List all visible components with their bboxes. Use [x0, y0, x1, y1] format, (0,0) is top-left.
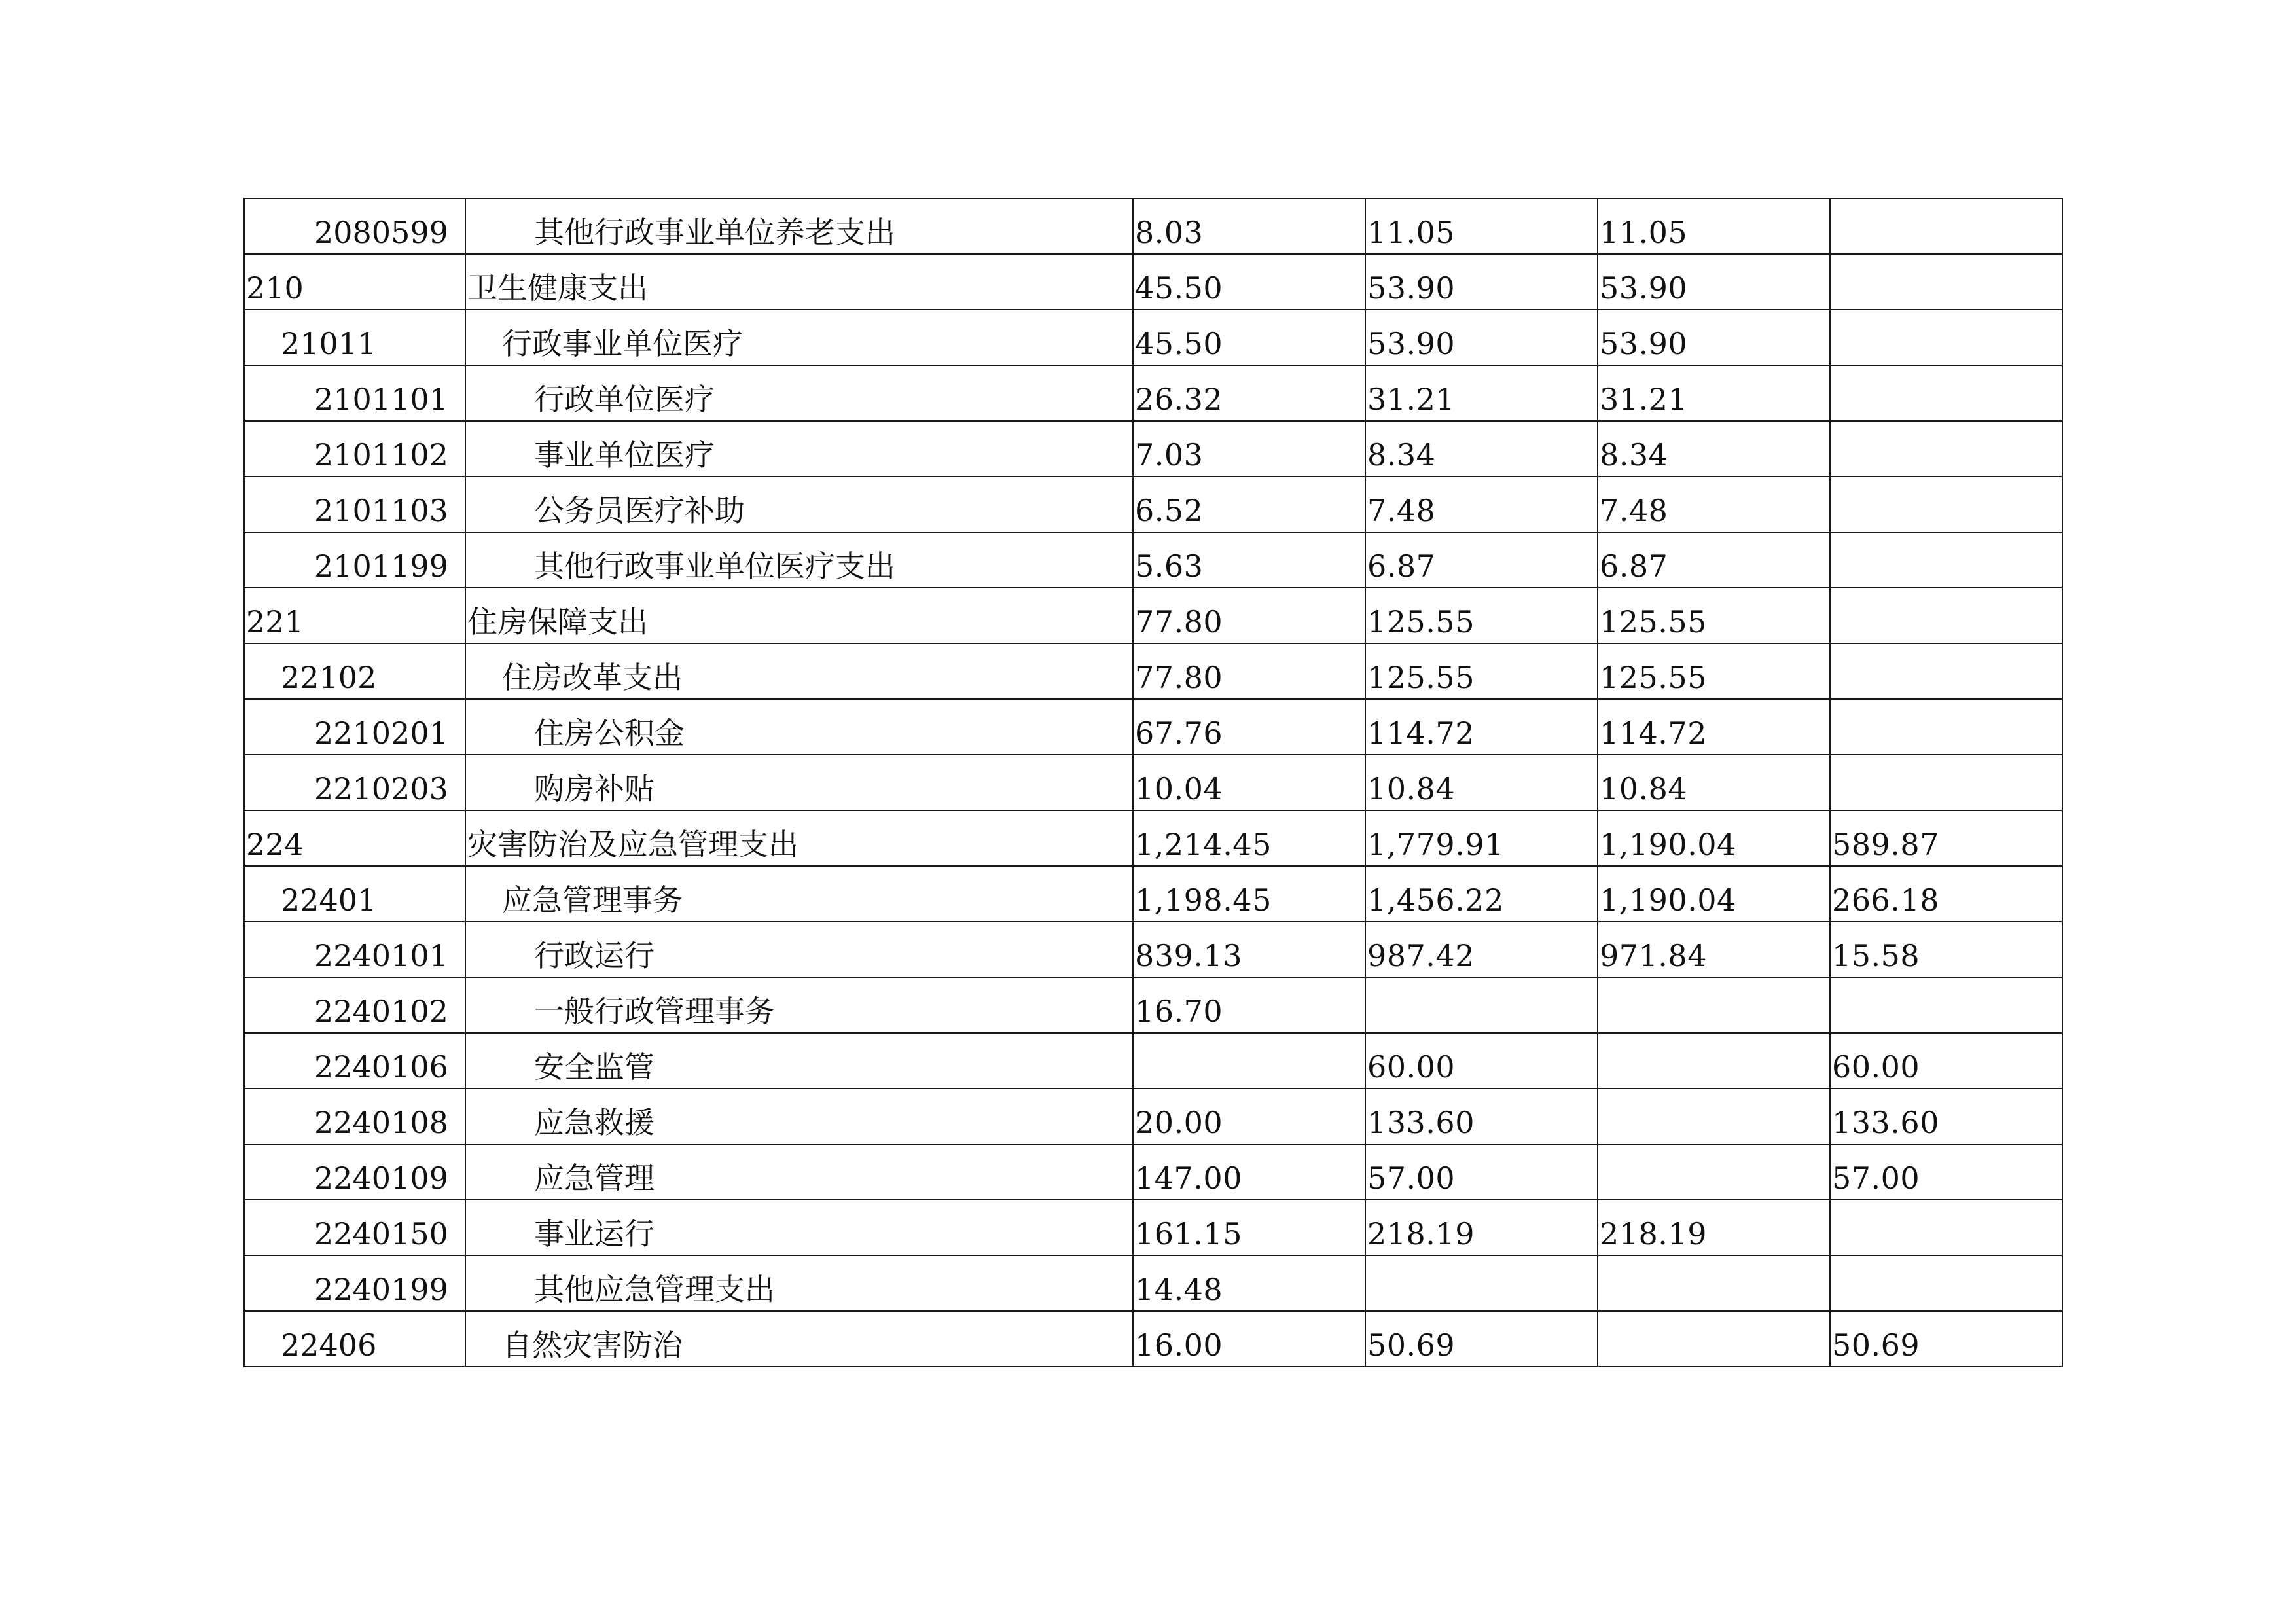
- amount-text-1: 6.52: [1135, 492, 1204, 528]
- account-name-text: 其他应急管理支出: [534, 1271, 775, 1307]
- amount-cell-2: [1365, 1311, 1598, 1367]
- table-row: [244, 310, 2062, 365]
- account-name-cell: [465, 755, 1133, 810]
- account-code-cell: [244, 1033, 465, 1089]
- amount-cell-1: [1133, 1311, 1365, 1367]
- table-row: [244, 254, 2062, 310]
- account-name-text: 住房保障支出: [467, 604, 648, 640]
- amount-text-3: [1598, 1055, 1829, 1067]
- account-name-cell: [465, 421, 1133, 477]
- amount-cell-4: [1830, 254, 2062, 310]
- table-row: [244, 643, 2062, 699]
- account-code-cell: [244, 977, 465, 1033]
- amount-text-2: 125.55: [1367, 659, 1475, 695]
- amount-text-4: 589.87: [1832, 826, 1939, 862]
- amount-cell-1: [1133, 699, 1365, 755]
- amount-text-1: 161.15: [1135, 1216, 1242, 1252]
- amount-cell-2: [1365, 922, 1598, 977]
- amount-text-4: [1831, 388, 2062, 399]
- amount-cell-3: [1598, 699, 1830, 755]
- account-code-cell: [244, 254, 465, 310]
- amount-text-4: [1831, 276, 2062, 288]
- amount-cell-3: [1598, 1089, 1830, 1144]
- amount-cell-2: [1365, 643, 1598, 699]
- amount-text-3: [1598, 1278, 1829, 1290]
- account-code-cell: [244, 588, 465, 643]
- account-name-cell: [465, 810, 1133, 866]
- account-name-text: 其他行政事业单位医疗支出: [534, 548, 895, 584]
- amount-text-3: 218.19: [1600, 1216, 1707, 1252]
- account-code-cell: [244, 1089, 465, 1144]
- amount-cell-1: [1133, 365, 1365, 421]
- budget-table: [243, 198, 2063, 1367]
- amount-text-3: 10.84: [1600, 770, 1688, 806]
- table-row: [244, 755, 2062, 810]
- table-row: [244, 1255, 2062, 1311]
- amount-cell-3: [1598, 254, 1830, 310]
- amount-text-1: [1134, 1055, 1365, 1067]
- amount-cell-2: [1365, 532, 1598, 588]
- amount-cell-2: [1365, 1144, 1598, 1200]
- account-name-cell: [465, 310, 1133, 365]
- account-code-cell: [244, 643, 465, 699]
- account-code-cell: [244, 421, 465, 477]
- account-name-text: 卫生健康支出: [467, 270, 648, 306]
- amount-cell-1: [1133, 254, 1365, 310]
- amount-text-1: 10.04: [1135, 770, 1223, 806]
- amount-cell-4: [1830, 755, 2062, 810]
- amount-cell-4: [1830, 588, 2062, 643]
- amount-cell-3: [1598, 922, 1830, 977]
- amount-cell-1: [1133, 477, 1365, 532]
- amount-cell-2: [1365, 866, 1598, 922]
- amount-cell-2: [1365, 699, 1598, 755]
- amount-text-1: 26.32: [1135, 381, 1223, 417]
- account-code-text: 2101199: [314, 548, 448, 584]
- amount-cell-3: [1598, 477, 1830, 532]
- amount-cell-3: [1598, 810, 1830, 866]
- amount-cell-4: [1830, 532, 2062, 588]
- amount-cell-3: [1598, 1033, 1830, 1089]
- amount-cell-1: [1133, 922, 1365, 977]
- amount-text-2: 11.05: [1367, 214, 1456, 250]
- amount-cell-1: [1133, 1089, 1365, 1144]
- amount-text-2: 7.48: [1367, 492, 1436, 528]
- account-code-text: 22401: [281, 882, 377, 918]
- amount-text-1: 839.13: [1135, 937, 1242, 973]
- amount-cell-4: [1830, 922, 2062, 977]
- amount-cell-2: [1365, 477, 1598, 532]
- amount-cell-1: [1133, 866, 1365, 922]
- amount-text-2: 31.21: [1367, 381, 1456, 417]
- account-name-cell: [465, 977, 1133, 1033]
- amount-cell-3: [1598, 866, 1830, 922]
- amount-text-4: [1831, 777, 2062, 789]
- account-code-cell: [244, 1200, 465, 1255]
- amount-cell-2: [1365, 977, 1598, 1033]
- amount-cell-4: [1830, 1200, 2062, 1255]
- table-row: [244, 1200, 2062, 1255]
- account-name-cell: [465, 1200, 1133, 1255]
- amount-cell-2: [1365, 1255, 1598, 1311]
- amount-cell-2: [1365, 1200, 1598, 1255]
- amount-text-3: 53.90: [1600, 270, 1688, 306]
- amount-cell-2: [1365, 421, 1598, 477]
- amount-text-4: 266.18: [1832, 882, 1939, 918]
- amount-text-3: [1598, 1111, 1829, 1123]
- amount-cell-4: [1830, 1144, 2062, 1200]
- amount-cell-1: [1133, 588, 1365, 643]
- table-row: [244, 477, 2062, 532]
- amount-text-3: 1,190.04: [1600, 826, 1736, 862]
- account-name-cell: [465, 254, 1133, 310]
- amount-text-1: 5.63: [1135, 548, 1204, 584]
- account-name-cell: [465, 1033, 1133, 1089]
- account-name-text: 应急管理: [534, 1160, 655, 1196]
- account-name-text: 购房补贴: [534, 770, 655, 806]
- amount-cell-3: [1598, 755, 1830, 810]
- amount-text-1: 14.48: [1135, 1271, 1223, 1307]
- account-code-cell: [244, 198, 465, 254]
- account-name-text: 公务员医疗补助: [534, 492, 745, 528]
- account-code-text: 2210203: [314, 770, 448, 806]
- amount-text-2: 57.00: [1367, 1160, 1456, 1196]
- table-row: [244, 810, 2062, 866]
- account-code-text: 2240108: [314, 1104, 448, 1140]
- table-row: [244, 1033, 2062, 1089]
- amount-text-3: 8.34: [1600, 437, 1668, 473]
- amount-text-2: 218.19: [1367, 1216, 1475, 1252]
- amount-text-2: 8.34: [1367, 437, 1436, 473]
- account-name-cell: [465, 922, 1133, 977]
- account-code-text: 21011: [281, 325, 377, 361]
- account-code-cell: [244, 922, 465, 977]
- amount-text-1: 1,214.45: [1135, 826, 1272, 862]
- table-row: [244, 922, 2062, 977]
- amount-cell-3: [1598, 1200, 1830, 1255]
- amount-text-4: 15.58: [1832, 937, 1920, 973]
- account-code-text: 2080599: [314, 214, 448, 250]
- account-code-text: 2240102: [314, 993, 448, 1029]
- amount-text-3: 125.55: [1600, 659, 1707, 695]
- amount-text-1: 77.80: [1135, 604, 1223, 640]
- amount-cell-4: [1830, 365, 2062, 421]
- amount-cell-1: [1133, 1255, 1365, 1311]
- account-code-cell: [244, 866, 465, 922]
- amount-text-1: 77.80: [1135, 659, 1223, 695]
- amount-text-3: 7.48: [1600, 492, 1668, 528]
- amount-text-2: 1,779.91: [1367, 826, 1504, 862]
- amount-cell-2: [1365, 1089, 1598, 1144]
- account-code-text: 2210201: [314, 715, 448, 751]
- amount-text-1: 16.70: [1135, 993, 1223, 1029]
- amount-cell-3: [1598, 1311, 1830, 1367]
- table-row: [244, 699, 2062, 755]
- amount-text-3: 53.90: [1600, 325, 1688, 361]
- amount-cell-1: [1133, 1144, 1365, 1200]
- account-name-text: 安全监管: [534, 1049, 655, 1085]
- account-code-text: 2101101: [314, 381, 448, 417]
- account-code-cell: [244, 477, 465, 532]
- amount-cell-3: [1598, 532, 1830, 588]
- account-code-cell: [244, 699, 465, 755]
- amount-cell-3: [1598, 365, 1830, 421]
- account-name-cell: [465, 365, 1133, 421]
- amount-cell-2: [1365, 588, 1598, 643]
- amount-cell-3: [1598, 977, 1830, 1033]
- amount-cell-4: [1830, 477, 2062, 532]
- amount-text-4: [1831, 221, 2062, 232]
- amount-cell-1: [1133, 755, 1365, 810]
- account-name-cell: [465, 1311, 1133, 1367]
- table-row: [244, 588, 2062, 643]
- account-name-text: 应急管理事务: [502, 882, 683, 918]
- account-name-cell: [465, 1089, 1133, 1144]
- amount-text-2: 60.00: [1367, 1049, 1456, 1085]
- amount-text-2: 53.90: [1367, 270, 1456, 306]
- amount-text-2: 53.90: [1367, 325, 1456, 361]
- account-code-cell: [244, 1255, 465, 1311]
- amount-cell-1: [1133, 977, 1365, 1033]
- amount-text-1: 8.03: [1135, 214, 1204, 250]
- table-row: [244, 1089, 2062, 1144]
- amount-text-1: 67.76: [1135, 715, 1223, 751]
- account-name-cell: [465, 1255, 1133, 1311]
- account-code-text: 22406: [281, 1327, 377, 1363]
- amount-text-4: [1831, 332, 2062, 344]
- amount-text-2: [1366, 1278, 1597, 1290]
- account-code-cell: [244, 532, 465, 588]
- account-code-cell: [244, 1311, 465, 1367]
- amount-text-1: 20.00: [1135, 1104, 1223, 1140]
- amount-cell-4: [1830, 1033, 2062, 1089]
- table-row: [244, 977, 2062, 1033]
- account-name-text: 灾害防治及应急管理支出: [467, 826, 798, 862]
- account-name-text: 住房公积金: [534, 715, 685, 751]
- amount-text-3: 125.55: [1600, 604, 1707, 640]
- table-body: [244, 198, 2062, 1367]
- amount-text-4: [1831, 610, 2062, 622]
- amount-text-3: 11.05: [1600, 214, 1688, 250]
- account-name-cell: [465, 198, 1133, 254]
- account-code-cell: [244, 810, 465, 866]
- amount-text-2: 125.55: [1367, 604, 1475, 640]
- table-row: [244, 365, 2062, 421]
- account-name-text: 行政单位医疗: [534, 381, 715, 417]
- amount-cell-3: [1598, 310, 1830, 365]
- amount-cell-4: [1830, 699, 2062, 755]
- amount-text-2: 6.87: [1367, 548, 1436, 584]
- amount-cell-1: [1133, 810, 1365, 866]
- amount-text-1: 1,198.45: [1135, 882, 1272, 918]
- amount-text-3: 1,190.04: [1600, 882, 1736, 918]
- account-name-cell: [465, 866, 1133, 922]
- amount-cell-3: [1598, 1255, 1830, 1311]
- amount-cell-3: [1598, 421, 1830, 477]
- amount-text-2: 133.60: [1367, 1104, 1475, 1140]
- account-name-text: 其他行政事业单位养老支出: [534, 214, 895, 250]
- account-name-cell: [465, 1144, 1133, 1200]
- amount-cell-2: [1365, 310, 1598, 365]
- account-code-text: 2240150: [314, 1216, 448, 1252]
- amount-cell-2: [1365, 755, 1598, 810]
- amount-text-1: 7.03: [1135, 437, 1204, 473]
- account-name-text: 自然灾害防治: [502, 1327, 683, 1363]
- table-row: [244, 532, 2062, 588]
- amount-cell-2: [1365, 1033, 1598, 1089]
- amount-text-1: 45.50: [1135, 270, 1223, 306]
- account-code-text: 2240101: [314, 937, 448, 973]
- amount-cell-2: [1365, 365, 1598, 421]
- amount-text-3: [1598, 1333, 1829, 1345]
- account-name-cell: [465, 532, 1133, 588]
- amount-text-4: [1831, 666, 2062, 677]
- amount-cell-4: [1830, 977, 2062, 1033]
- account-code-cell: [244, 1144, 465, 1200]
- amount-text-2: [1366, 1000, 1597, 1011]
- amount-cell-1: [1133, 532, 1365, 588]
- amount-cell-1: [1133, 1033, 1365, 1089]
- amount-text-4: 60.00: [1832, 1049, 1920, 1085]
- amount-text-2: 987.42: [1367, 937, 1475, 973]
- amount-cell-2: [1365, 810, 1598, 866]
- amount-text-4: [1831, 721, 2062, 733]
- account-name-text: 行政运行: [534, 937, 655, 973]
- amount-text-1: 45.50: [1135, 325, 1223, 361]
- amount-cell-3: [1598, 588, 1830, 643]
- table-row: [244, 198, 2062, 254]
- account-name-text: 事业单位医疗: [534, 437, 715, 473]
- amount-cell-3: [1598, 1144, 1830, 1200]
- account-code-text: 2101102: [314, 437, 448, 473]
- amount-cell-4: [1830, 421, 2062, 477]
- amount-cell-4: [1830, 310, 2062, 365]
- amount-cell-4: [1830, 866, 2062, 922]
- amount-text-1: 147.00: [1135, 1160, 1242, 1196]
- amount-text-3: 971.84: [1600, 937, 1707, 973]
- amount-text-3: 6.87: [1600, 548, 1668, 584]
- account-code-text: 224: [246, 826, 304, 862]
- account-name-cell: [465, 643, 1133, 699]
- amount-text-3: [1598, 1000, 1829, 1011]
- amount-text-3: 114.72: [1600, 715, 1707, 751]
- amount-text-2: 114.72: [1367, 715, 1475, 751]
- amount-text-3: 31.21: [1600, 381, 1688, 417]
- amount-text-2: 50.69: [1367, 1327, 1456, 1363]
- amount-cell-3: [1598, 643, 1830, 699]
- table-row: [244, 421, 2062, 477]
- account-name-text: 住房改革支出: [502, 659, 683, 695]
- amount-text-4: 57.00: [1832, 1160, 1920, 1196]
- amount-text-4: [1831, 1000, 2062, 1011]
- amount-text-3: [1598, 1166, 1829, 1178]
- amount-cell-1: [1133, 643, 1365, 699]
- table-row: [244, 1144, 2062, 1200]
- amount-cell-2: [1365, 198, 1598, 254]
- account-name-cell: [465, 699, 1133, 755]
- account-code-text: 2240109: [314, 1160, 448, 1196]
- amount-cell-4: [1830, 1255, 2062, 1311]
- amount-cell-1: [1133, 1200, 1365, 1255]
- account-name-text: 一般行政管理事务: [534, 993, 775, 1029]
- amount-text-2: 10.84: [1367, 770, 1456, 806]
- account-name-cell: [465, 477, 1133, 532]
- amount-cell-1: [1133, 310, 1365, 365]
- account-code-text: 2101103: [314, 492, 448, 528]
- amount-text-4: [1831, 443, 2062, 455]
- table-row: [244, 1311, 2062, 1367]
- amount-text-4: 133.60: [1832, 1104, 1939, 1140]
- amount-text-4: [1831, 554, 2062, 566]
- account-code-text: 2240106: [314, 1049, 448, 1085]
- amount-cell-1: [1133, 198, 1365, 254]
- account-code-cell: [244, 365, 465, 421]
- account-code-text: 221: [246, 604, 304, 640]
- amount-cell-4: [1830, 643, 2062, 699]
- account-code-text: 2240199: [314, 1271, 448, 1307]
- account-name-cell: [465, 588, 1133, 643]
- amount-cell-4: [1830, 1089, 2062, 1144]
- amount-cell-1: [1133, 421, 1365, 477]
- account-code-text: 22102: [281, 659, 377, 695]
- amount-text-1: 16.00: [1135, 1327, 1223, 1363]
- account-code-cell: [244, 755, 465, 810]
- amount-cell-2: [1365, 254, 1598, 310]
- account-code-text: 210: [246, 270, 304, 306]
- amount-cell-4: [1830, 810, 2062, 866]
- account-name-text: 事业运行: [534, 1216, 655, 1252]
- account-name-text: 行政事业单位医疗: [502, 325, 743, 361]
- amount-text-4: [1831, 499, 2062, 511]
- amount-cell-4: [1830, 1311, 2062, 1367]
- account-name-text: 应急救援: [534, 1104, 655, 1140]
- amount-text-4: 50.69: [1832, 1327, 1920, 1363]
- amount-cell-4: [1830, 198, 2062, 254]
- amount-text-2: 1,456.22: [1367, 882, 1504, 918]
- amount-cell-3: [1598, 198, 1830, 254]
- table-row: [244, 866, 2062, 922]
- amount-text-4: [1831, 1222, 2062, 1234]
- amount-text-4: [1831, 1278, 2062, 1290]
- account-code-cell: [244, 310, 465, 365]
